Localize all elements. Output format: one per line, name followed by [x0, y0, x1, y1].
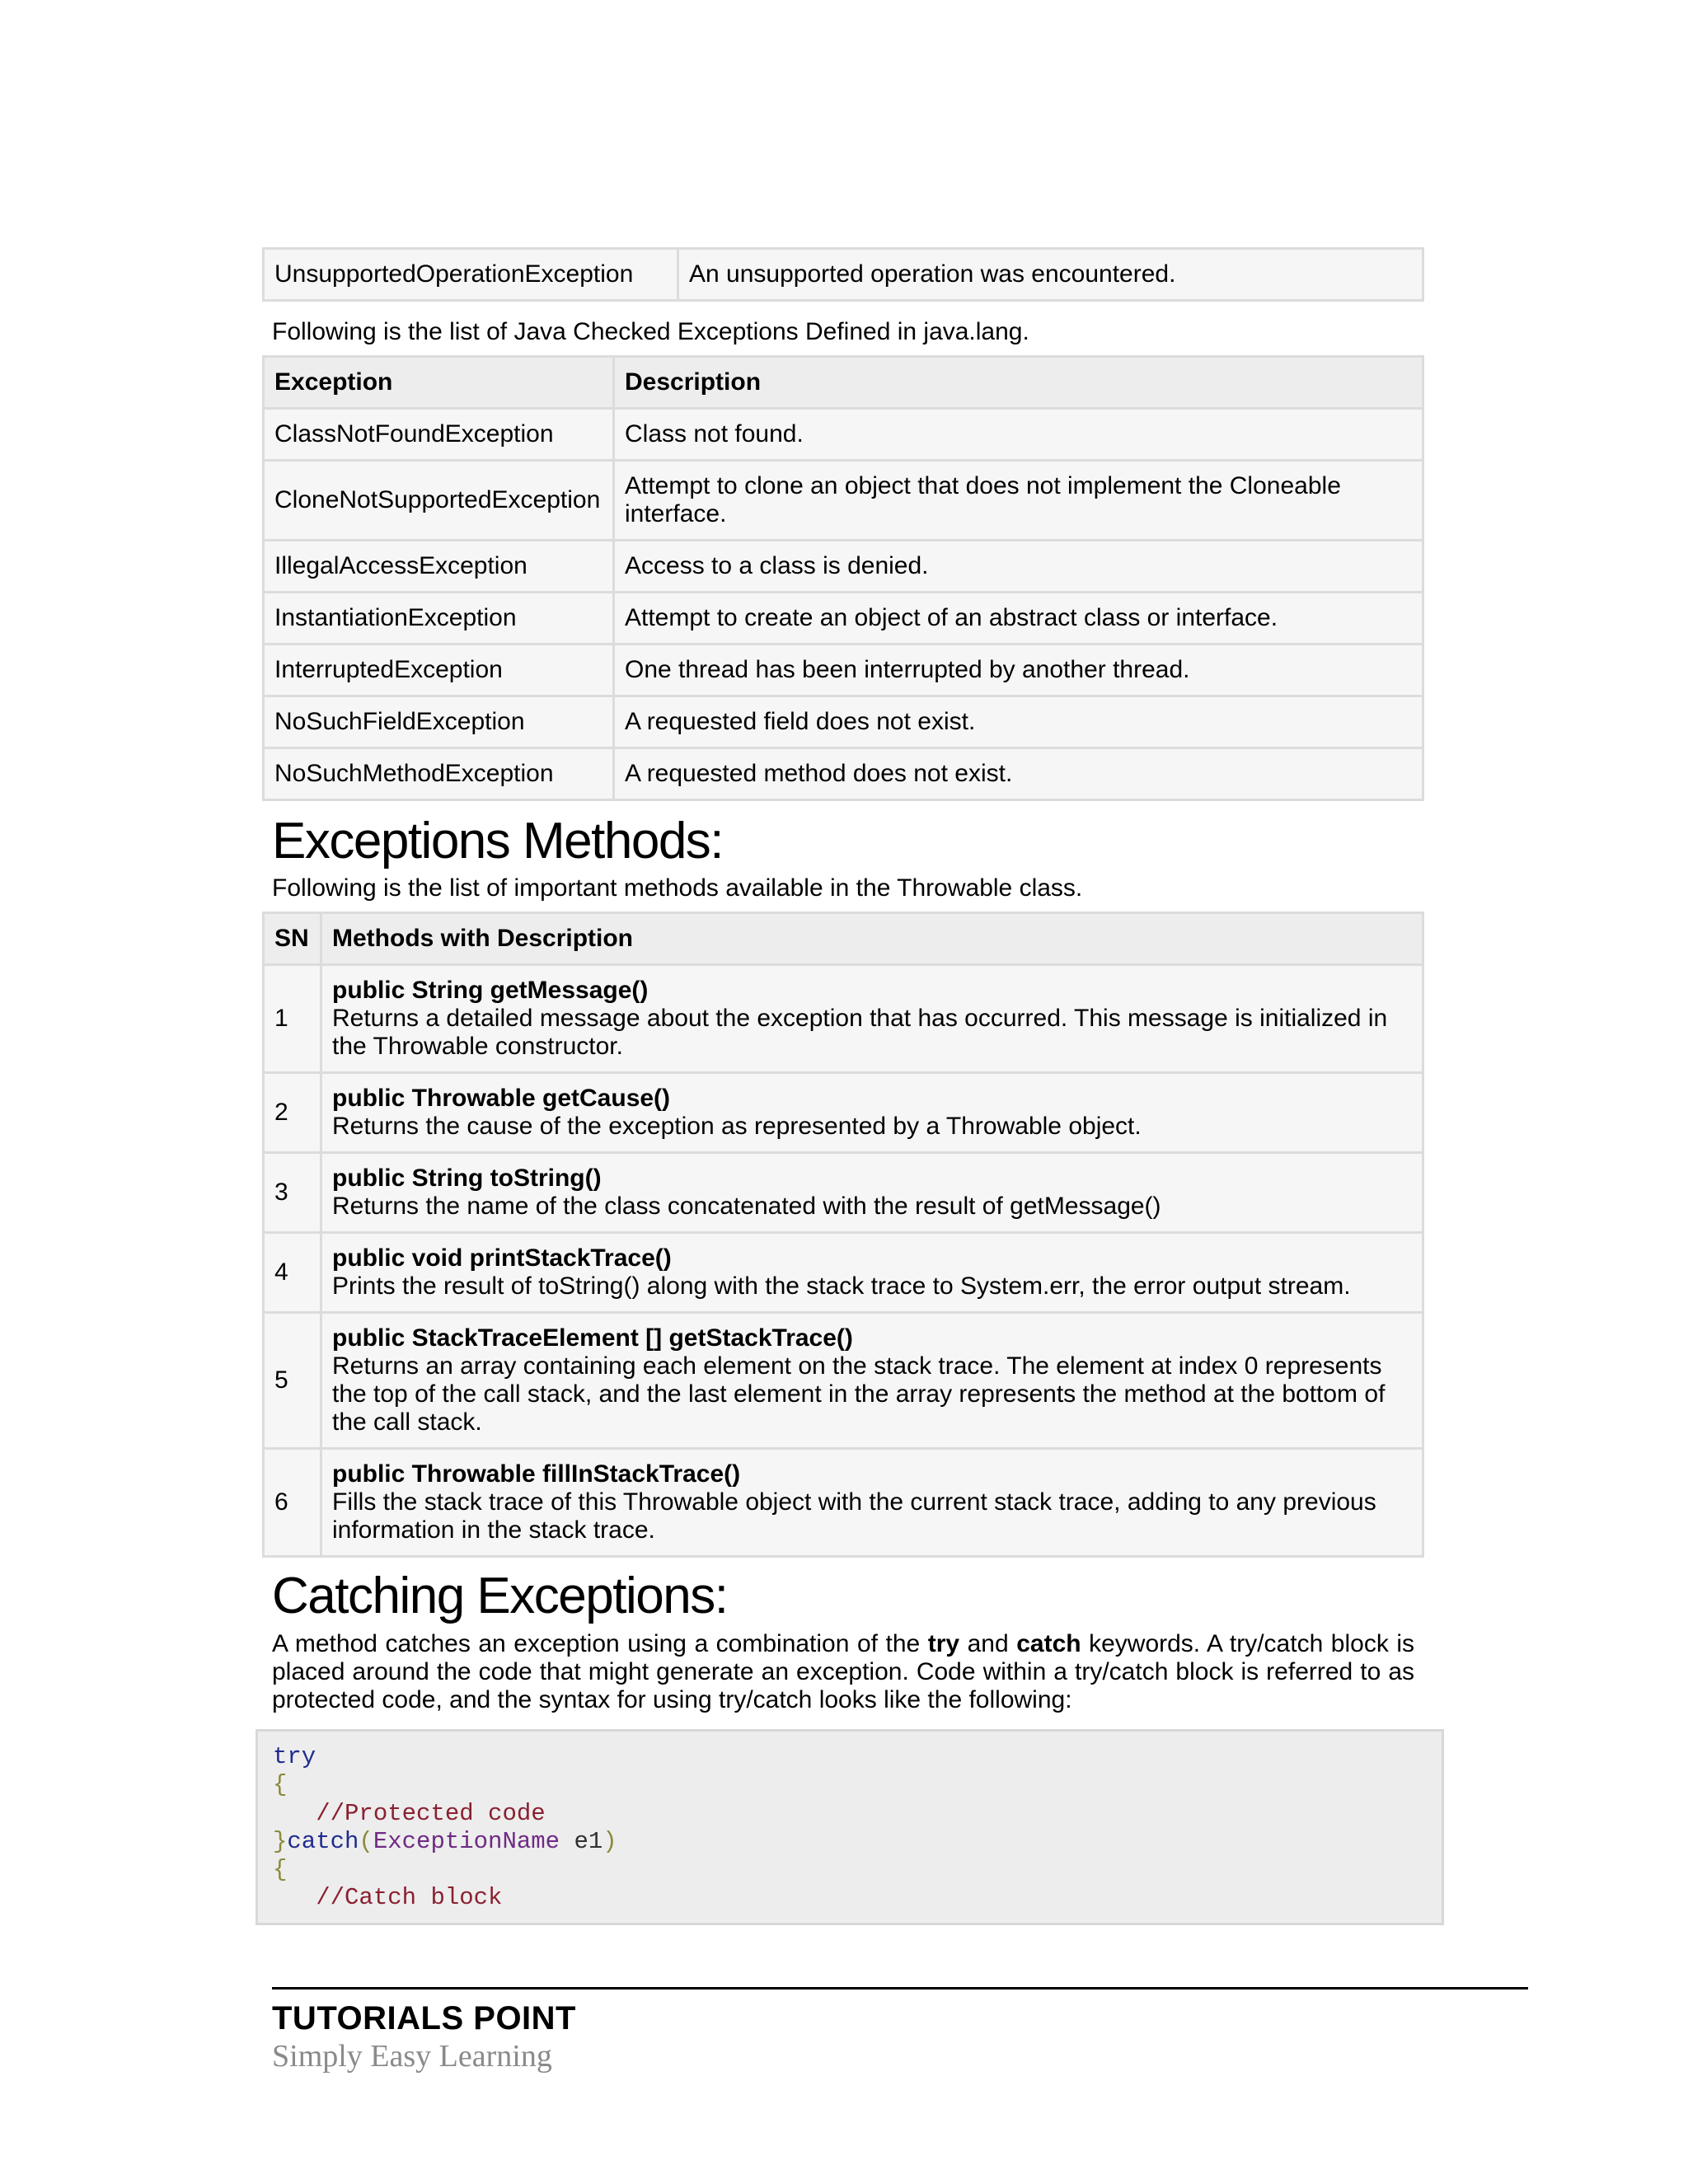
exception-name: ClassNotFoundException [264, 409, 614, 461]
method-signature: public StackTraceElement [] getStackTrace() [332, 1324, 853, 1352]
method-cell [321, 1233, 1423, 1313]
methods-heading: Exceptions Methods: [272, 813, 724, 869]
methods-table [262, 912, 1424, 1558]
keyword-try: try [927, 1630, 960, 1657]
checked-exceptions-intro: Following is the list of Java Checked Exceptions Defined in java.lang. [272, 318, 1029, 345]
method-cell [321, 1073, 1423, 1153]
table-row [264, 409, 1423, 461]
exception-description: A requested method does not exist. [614, 748, 1423, 800]
exception-name: InterruptedException [264, 644, 614, 696]
code-identifier: e1 [560, 1827, 603, 1855]
table-row [264, 541, 1423, 593]
code-keyword-catch: catch [287, 1827, 359, 1855]
catching-paragraph [262, 1630, 1424, 1714]
code-type: ExceptionName [373, 1827, 560, 1855]
code-brace: } [273, 1827, 288, 1855]
table-row [264, 1313, 1423, 1449]
footer-title: TUTORIALS POINT [272, 2000, 576, 2036]
method-description: Fills the stack trace of this Throwable object with the current stack trace, adding to any previous information in the stack trace. [332, 1488, 1376, 1544]
keyword-catch: catch [1016, 1630, 1081, 1657]
method-sn: 6 [264, 1449, 321, 1557]
header-sn: SN [264, 913, 321, 965]
method-signature: public void printStackTrace() [332, 1244, 672, 1272]
table-row [264, 249, 1423, 301]
header-description: Description [614, 357, 1423, 409]
method-description: Returns a detailed message about the exception that has occurred. This message is initialized in the Throwable constructor. [332, 1005, 1388, 1060]
table-row [264, 461, 1423, 541]
method-sn: 4 [264, 1233, 321, 1313]
footer-divider [272, 1987, 1528, 1990]
page-content [262, 247, 1424, 1925]
catching-heading: Catching Exceptions: [272, 1568, 728, 1624]
methods-intro: Following is the list of important methods available in the Throwable class. [272, 874, 1083, 902]
table-row [264, 1153, 1423, 1233]
method-sn: 5 [264, 1313, 321, 1449]
header-exception: Exception [264, 357, 614, 409]
code-paren: ) [603, 1827, 617, 1855]
table-row [264, 1449, 1423, 1557]
method-cell [321, 1153, 1423, 1233]
method-description: Prints the result of toString() along with the stack trace to System.err, the error output stream. [332, 1272, 1351, 1300]
code-paren: ( [359, 1827, 373, 1855]
method-cell [321, 965, 1423, 1073]
table-row [264, 644, 1423, 696]
table-row [264, 696, 1423, 748]
code-comment: //Catch block [316, 1884, 503, 1912]
table-header-row [264, 357, 1423, 409]
method-signature: public String toString() [332, 1165, 602, 1192]
exception-description: Attempt to create an object of an abstract class or interface. [614, 593, 1423, 644]
exception-name: IllegalAccessException [264, 541, 614, 593]
method-description: Returns the cause of the exception as represented by a Throwable object. [332, 1113, 1142, 1140]
exception-name: UnsupportedOperationException [264, 249, 678, 301]
method-signature: public Throwable fillInStackTrace() [332, 1460, 741, 1488]
method-sn: 3 [264, 1153, 321, 1233]
exception-name: NoSuchMethodException [264, 748, 614, 800]
method-cell [321, 1313, 1423, 1449]
exception-name: InstantiationException [264, 593, 614, 644]
table-row [264, 1233, 1423, 1313]
exception-description: Attempt to clone an object that does not implement the Cloneable interface. [614, 461, 1423, 541]
footer-subtitle: Simply Easy Learning [272, 2039, 552, 2074]
table-row [264, 748, 1423, 800]
exception-description: Class not found. [614, 409, 1423, 461]
code-block [256, 1729, 1444, 1925]
exception-description: An unsupported operation was encountered. [678, 249, 1423, 301]
method-description: Returns the name of the class concatenated with the result of getMessage() [332, 1193, 1161, 1220]
unchecked-exceptions-table [262, 247, 1424, 302]
code-comment: //Protected code [316, 1799, 546, 1827]
code-brace: { [273, 1771, 288, 1799]
method-signature: public Throwable getCause() [332, 1085, 671, 1112]
table-header-row [264, 913, 1423, 965]
paragraph-text: A method catches an exception using a combination of the [272, 1630, 928, 1657]
code-keyword-try: try [273, 1743, 316, 1770]
header-methods: Methods with Description [321, 913, 1423, 965]
method-sn: 2 [264, 1073, 321, 1153]
table-row [264, 1073, 1423, 1153]
paragraph-text: and [959, 1630, 1017, 1657]
exception-name: CloneNotSupportedException [264, 461, 614, 541]
checked-exceptions-table [262, 355, 1424, 801]
code-brace: { [273, 1856, 288, 1884]
exception-name: NoSuchFieldException [264, 696, 614, 748]
exception-description: Access to a class is denied. [614, 541, 1423, 593]
method-cell [321, 1449, 1423, 1557]
method-signature: public String getMessage() [332, 977, 649, 1004]
paragraph-text: keywords. A try/catch block is placed around the code that might generate an exception. Code within a try/catch block is referred to as protected code, and the syntax for using try/catch looks like the following: [272, 1630, 1415, 1713]
table-row [264, 965, 1423, 1073]
method-description: Returns an array containing each element on the stack trace. The element at index 0 represents the top of the call stack, and the last element in the array represents the method at the bottom of the call stack. [332, 1352, 1386, 1436]
method-sn: 1 [264, 965, 321, 1073]
page-footer [272, 1987, 1528, 2075]
table-row [264, 593, 1423, 644]
exception-description: A requested field does not exist. [614, 696, 1423, 748]
exception-description: One thread has been interrupted by another thread. [614, 644, 1423, 696]
